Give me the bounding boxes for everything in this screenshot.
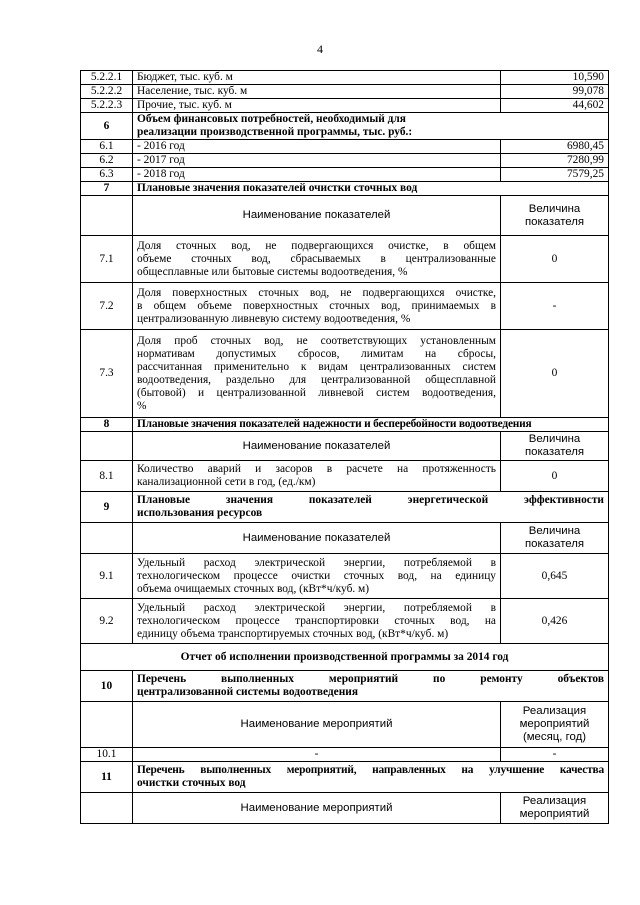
table-row xyxy=(81,140,609,154)
section-header-row xyxy=(81,671,609,702)
row-value: 10,590 xyxy=(501,71,609,85)
row-number: 6.3 xyxy=(81,168,133,182)
table-row xyxy=(81,154,609,168)
row-value: 0,645 xyxy=(501,554,609,599)
section-title-line: централизованной системы водоотведения xyxy=(137,686,359,698)
row-number: 9.2 xyxy=(81,599,133,644)
row-label: - 2018 год xyxy=(133,168,501,182)
row-label-line: (бытовой) и централизованной ливневой систем водоотведения, xyxy=(137,386,496,399)
row-number: 5.2.2.2 xyxy=(81,85,133,99)
section-number: 6 xyxy=(81,113,133,140)
table-row xyxy=(81,554,609,599)
row-label-line: % xyxy=(137,399,147,412)
column-header-line: Реализация xyxy=(522,795,587,807)
row-value: - xyxy=(501,283,609,330)
column-header-name: Наименование показателей xyxy=(133,523,501,554)
column-header-row xyxy=(81,196,609,236)
column-header-line: Величина xyxy=(528,202,581,215)
table-row xyxy=(81,85,609,99)
row-value: 0 xyxy=(501,461,609,492)
row-label-line: технологическом процессе очистки сточных вод, на единицу xyxy=(137,569,496,582)
row-value: 44,602 xyxy=(501,99,609,113)
row-value: 7579,25 xyxy=(501,168,609,182)
column-header-line: Величина xyxy=(528,433,581,445)
column-header-value xyxy=(501,523,609,554)
row-number: 9.1 xyxy=(81,554,133,599)
section-title-line: Плановые значения показателей энергетической эффективности xyxy=(137,494,604,506)
column-header-line: показателя xyxy=(524,215,585,228)
row-label-line: Доля проб сточных вод, не соответствующих установленным xyxy=(137,334,496,347)
empty-cell xyxy=(81,432,133,461)
section-title: Плановые значения показателей очистки сточных вод xyxy=(133,182,609,196)
row-value: 0 xyxy=(501,236,609,283)
row-label xyxy=(133,236,501,283)
row-label: Бюджет, тыс. куб. м xyxy=(133,71,501,85)
row-number: 7.2 xyxy=(81,283,133,330)
section-title: Плановые значения показателей надежности и бесперебойности водоотведения xyxy=(133,418,609,432)
row-value: 99,078 xyxy=(501,85,609,99)
row-label: - xyxy=(133,748,501,762)
row-number: 7.3 xyxy=(81,330,133,418)
row-label-line: Удельный расход электрической энергии, потребляемой в xyxy=(137,601,496,614)
column-header-name: Наименование мероприятий xyxy=(133,793,501,824)
section-title-line: Перечень выполненных мероприятий по ремонту объектов xyxy=(137,673,604,685)
row-label-line: канализационной сети в год, (ед./км) xyxy=(137,476,316,488)
row-value: - xyxy=(501,748,609,762)
program-table xyxy=(80,70,609,824)
section-number: 10 xyxy=(81,671,133,702)
empty-cell xyxy=(81,793,133,824)
row-label-line: технологическом процессе транспортировки сточных вод, на xyxy=(137,614,496,627)
column-header-value xyxy=(501,702,609,748)
row-label-line: в общем объеме поверхностных сточных вод, принимаемых в xyxy=(137,299,496,312)
row-number: 10.1 xyxy=(81,748,133,762)
section-header-row xyxy=(81,418,609,432)
table-row xyxy=(81,168,609,182)
row-label-line: водоотведения, раздельно для централизованной общесплавной xyxy=(137,373,496,386)
row-label xyxy=(133,461,501,492)
row-label xyxy=(133,283,501,330)
row-number: 8.1 xyxy=(81,461,133,492)
column-header-row xyxy=(81,523,609,554)
table-row xyxy=(81,330,609,418)
column-header-line: Реализация xyxy=(522,705,587,717)
row-label-line: общесплавные или бытовые системы водоотведения, % xyxy=(137,265,408,278)
row-label-line: Доля сточных вод, не подвергающихся очистке, в общем xyxy=(137,239,496,252)
section-title xyxy=(133,671,609,702)
row-label-line: объеме сточных вод, сбрасываемых в централизованные xyxy=(137,252,496,265)
section-title-line: Объем финансовых потребностей, необходимый для xyxy=(137,113,406,125)
table-row xyxy=(81,99,609,113)
row-value: 7280,99 xyxy=(501,154,609,168)
report-title-row xyxy=(81,644,609,671)
column-header-line: показателя xyxy=(524,446,585,458)
empty-cell xyxy=(81,702,133,748)
column-header-line: мероприятий xyxy=(519,718,590,730)
row-label-line: Количество аварий и засоров в расчете на протяженность xyxy=(137,463,496,475)
table-row xyxy=(81,236,609,283)
row-label xyxy=(133,554,501,599)
section-title-line: очистки сточных вод xyxy=(137,777,246,789)
row-label-line: объема очищаемых сточных вод, (кВт*ч/куб. м) xyxy=(137,582,370,595)
column-header-name: Наименование показателей xyxy=(133,196,501,236)
column-header-name: Наименование мероприятий xyxy=(133,702,501,748)
column-header-row xyxy=(81,432,609,461)
row-label: Население, тыс. куб. м xyxy=(133,85,501,99)
row-number: 5.2.2.1 xyxy=(81,71,133,85)
empty-cell xyxy=(81,196,133,236)
row-label-line: единицу объема транспортируемых сточных вод, (кВт*ч/куб. м) xyxy=(137,627,449,640)
section-number: 8 xyxy=(81,418,133,432)
section-title-line: использования ресурсов xyxy=(137,507,263,519)
row-number: 7.1 xyxy=(81,236,133,283)
row-label-line: нормативам допустимых сбросов, лимитам на сбросы, xyxy=(137,347,496,360)
column-header-line: мероприятий xyxy=(519,808,590,820)
section-number: 7 xyxy=(81,182,133,196)
table-row xyxy=(81,599,609,644)
row-value: 0,426 xyxy=(501,599,609,644)
column-header-line: (месяц, год) xyxy=(522,731,587,743)
row-label: Прочие, тыс. куб. м xyxy=(133,99,501,113)
table-row xyxy=(81,461,609,492)
section-number: 11 xyxy=(81,762,133,793)
row-number: 6.2 xyxy=(81,154,133,168)
column-header-value xyxy=(501,793,609,824)
column-header-row xyxy=(81,702,609,748)
section-title xyxy=(133,113,609,140)
section-title-line: реализации производственной программы, тыс. руб.: xyxy=(137,126,413,138)
section-title-line: Перечень выполненных мероприятий, направленных на улучшение качества xyxy=(137,764,604,776)
table-row xyxy=(81,283,609,330)
table-row xyxy=(81,71,609,85)
column-header-line: показателя xyxy=(524,538,585,550)
row-number: 6.1 xyxy=(81,140,133,154)
row-label-line: Доля поверхностных сточных вод, не подвергающихся очистке, xyxy=(137,286,496,299)
column-header-name: Наименование показателей xyxy=(133,432,501,461)
row-label: - 2017 год xyxy=(133,154,501,168)
column-header-value xyxy=(501,196,609,236)
column-header-value xyxy=(501,432,609,461)
row-label-line: централизованную ливневую систему водоотведения, % xyxy=(137,312,411,325)
section-number: 9 xyxy=(81,492,133,523)
row-value: 0 xyxy=(501,330,609,418)
section-header-row xyxy=(81,113,609,140)
section-title xyxy=(133,762,609,793)
empty-cell xyxy=(81,523,133,554)
column-header-row xyxy=(81,793,609,824)
page-number: 4 xyxy=(317,42,323,56)
section-header-row xyxy=(81,762,609,793)
row-number: 5.2.2.3 xyxy=(81,99,133,113)
row-label-line: рассчитанная применительно к видам централизованных систем xyxy=(137,360,496,373)
row-value: 6980,45 xyxy=(501,140,609,154)
section-header-row xyxy=(81,492,609,523)
table-row xyxy=(81,748,609,762)
section-header-row xyxy=(81,182,609,196)
report-title: Отчет об исполнении производственной программы за 2014 год xyxy=(81,644,609,671)
column-header-line: Величина xyxy=(528,525,581,537)
row-label-line: Удельный расход электрической энергии, потребляемой в xyxy=(137,556,496,569)
section-title xyxy=(133,492,609,523)
row-label xyxy=(133,330,501,418)
row-label: - 2016 год xyxy=(133,140,501,154)
row-label xyxy=(133,599,501,644)
